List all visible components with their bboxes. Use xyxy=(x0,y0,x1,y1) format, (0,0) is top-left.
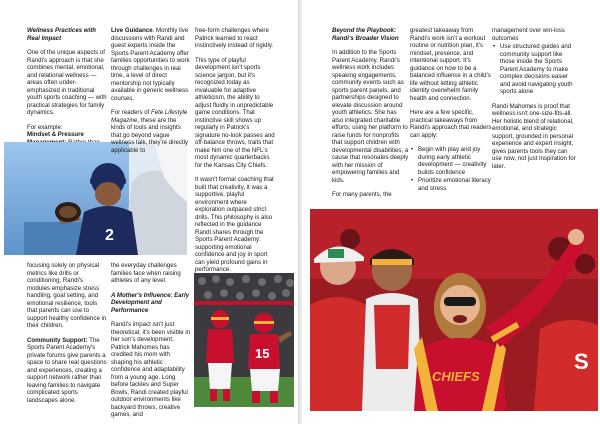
guide-list xyxy=(492,43,577,96)
chiefs-wordmark: CHIEFS xyxy=(432,369,480,384)
left-col2-bottom xyxy=(111,262,191,424)
live-label: Live Guidance xyxy=(111,27,153,34)
metrics-text: focusing solely on physical metrics like drills or conditioning, Randi's modules emphasize stress handling, goal setting, and emotional resilience, tools that parents can use to support healthy confidence in their children. xyxy=(27,262,107,329)
young-player-number: 2 xyxy=(105,227,114,244)
live-text: . Monthly live discussions with Randi and guest experts inside the Sports Parent Academy offer families opportunities to work through challenges in real time, a level of direct mentorship not typically available in generic wellness courses. xyxy=(111,27,190,102)
right-col1 xyxy=(332,27,409,206)
management-text: management over win-loss outcomes xyxy=(492,27,565,42)
left-col1-top xyxy=(27,27,107,146)
left-col3-top xyxy=(195,27,275,281)
right-col2 xyxy=(410,27,492,193)
vision-text: In addition to the Sports Parent Academy, Randi's wellness work includes speaking engagements, community events such as sports parent panels, and partnerships designed to elevate discussion around youth athletics. She has also integrated charitable efforts, using her platform to raise funds for nonprofits that support children with developmental disabilities, a cause that resonates deeply with her mission of empowering families and kids. xyxy=(332,49,409,184)
mindset-label: Mindset & Pressure xyxy=(27,131,84,138)
playbook-heading: Beyond the Playbook: Randi's Broader Vision xyxy=(332,27,399,42)
left-col2-top xyxy=(111,27,191,154)
example-lead: For example: xyxy=(27,123,63,131)
wellness-intro: One of the unique aspects of Randi's approach is that she combines mental, emotional, and relational wellness — areas often under-emphasized in traditional youth sports coaching — with practical strategies for family dynamics. xyxy=(27,49,107,116)
right-col3 xyxy=(492,27,577,177)
conclusion-text: Randi Mahomes is proof that wellness isn't one-size-fits-all. Her holistic blend of relational, emotional, and strategic support, grounded in personal experience and expert insight, gives parents tools they can use now, not just inspiration for later. xyxy=(492,102,576,170)
community-label: Community Support: xyxy=(27,336,88,344)
list-item: • Prioritize emotional literacy and stress xyxy=(410,177,492,192)
list-item: • Use structured guides and community support like those inside the Sports Parent Academy to make complex decisions easier and avoid navigating youth sports alone xyxy=(492,43,577,96)
takeaway-list xyxy=(410,146,492,192)
mother-text: Randi's impact isn't just theoretical; it's been visible in her son's development. Patrick Mahomes has credited his mom with shaping his athletic confidence and adaptability from a young age. Long before tackles and Super Bowls, Randi created playful outdoor environments like backyard throws, creative games, and xyxy=(111,321,191,418)
right-page xyxy=(302,0,600,424)
freeform-text: free-form challenges where Patrick learned to react instinctively instead of rigidly. xyxy=(195,27,274,49)
celebration-number: S xyxy=(574,349,589,374)
readers-post: , these are the kinds of tools and insights that go beyond vague wellness talk, they're directly applicable to xyxy=(111,116,189,154)
left-page xyxy=(0,0,298,424)
left-col1-bottom xyxy=(27,262,107,404)
playful-text: This type of playful development isn't sports science jargon, but it's recognized today as invaluable for adaptive athleticism, the ability to adjust fluidly in unpredictable game conditions. That instinctive skill shows up regularly in Patrick's signature no-look passes and off-balance throws, traits that make him one of the NFL's most dynamic quarterbacks for the Kansas City Chiefs. xyxy=(195,56,275,169)
challenges-text: the everyday challenges families face when raising athletes of any level. xyxy=(111,262,181,284)
game-action-photo xyxy=(194,273,294,407)
practical-intro: Here are a few specific, practical takeaways from Randi's approach that readers can apply: xyxy=(410,109,492,139)
list-item: • Begin with play and joy during early athletic development — creativity builds confidence xyxy=(410,146,492,176)
celebration-photo xyxy=(310,209,598,411)
young-player-photo xyxy=(4,142,187,255)
wellness-heading: Wellness Practices with Real Impact xyxy=(27,27,96,42)
coaching-text: It wasn't formal coaching that built that creativity, it was a supportive, playful environment where exploration outpaced strict drills. This philosophy is also reflected in the guidance Randi shares through the Sports Parent Academy: supporting emotional confidence and joy in sport can yield profound gains in performance. xyxy=(195,176,274,273)
magazine-name: Fete Lifestyle Magazine xyxy=(111,109,188,124)
readers-pre: For readers of xyxy=(111,109,151,116)
action-player-number: 15 xyxy=(255,346,270,361)
mother-heading: A Mother's Influence: Early Development and Performance xyxy=(111,291,190,314)
many-parents-text: For many parents, the xyxy=(332,191,392,198)
community-text: The Sports Parent Academy's private forums give parents a space to share real questions and experiences, creating a support network rather than leaving families to navigate complicated sports landscapes alone. xyxy=(27,336,107,404)
takeaway-text: greatest takeaway from Randi's work isn't a workout routine or nutrition plan, it's mindset, presence, and intentional support. It's guidance on how to be a balanced influence in a child's life without letting athletic identity overwhelm family health and connection. xyxy=(410,27,491,102)
